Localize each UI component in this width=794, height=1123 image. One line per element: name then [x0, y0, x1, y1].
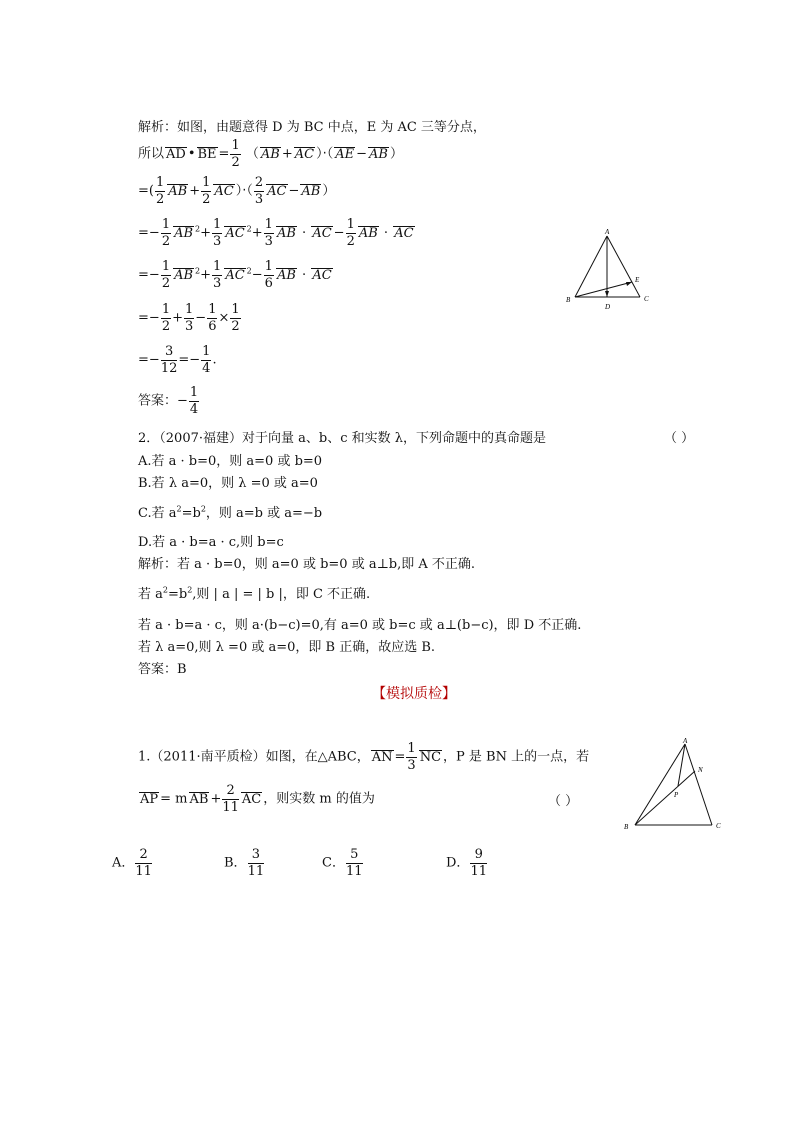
q1-stem-pre: 1.（2011·南平质检）如图，在△ABC，	[138, 749, 370, 765]
q2-option-A: A.若 a · b=0，则 a=0 或 b=0	[138, 454, 323, 469]
plus: +	[172, 310, 183, 326]
q1-stem-tail: ，则实数 m 的值为	[263, 791, 375, 807]
equals-m: = m	[160, 791, 188, 807]
vector-AB: AB	[168, 183, 188, 199]
numerator: 1	[202, 344, 211, 359]
option-label: A．	[112, 855, 135, 871]
point-label-D: D	[605, 303, 611, 311]
denominator: 2	[202, 191, 211, 207]
denominator: 11	[135, 863, 152, 879]
minus: −	[148, 225, 160, 241]
vector-AC: AC	[267, 183, 287, 199]
fraction-three-twelfths	[161, 345, 178, 375]
numerator: 1	[189, 385, 199, 400]
denominator: 11	[470, 863, 487, 879]
numerator: 1	[231, 138, 240, 153]
denominator: 2	[161, 233, 171, 249]
dot-operator: •	[187, 146, 196, 162]
option-C-mid: =b	[181, 506, 201, 521]
fraction-two-elevenths	[222, 784, 239, 814]
vector-AB: AB	[301, 183, 321, 199]
q1-option-A	[112, 848, 153, 878]
fraction-two-thirds	[254, 176, 264, 206]
plus: +	[189, 183, 201, 199]
numerator: 2	[254, 175, 264, 190]
denominator: 2	[346, 233, 355, 249]
denominator: 2	[155, 191, 165, 207]
equals: =	[178, 352, 190, 368]
plus: +	[200, 225, 212, 241]
open-expr: =(	[138, 183, 154, 199]
minus: −	[148, 352, 160, 368]
numerator: 3	[248, 848, 265, 864]
point-label-P: P	[674, 791, 679, 799]
point-label-N: N	[698, 766, 703, 774]
denominator: 6	[208, 318, 217, 334]
arrowhead-E	[626, 282, 632, 286]
segment-BN	[635, 771, 695, 825]
fraction-half	[161, 260, 171, 290]
side-AB	[635, 744, 685, 825]
denominator: 2	[161, 275, 171, 291]
point-label-E: E	[635, 276, 640, 284]
expl-2-pre: 若 a	[138, 587, 163, 602]
q2-option-D: D.若 a · b=a · c,则 b=c	[138, 535, 284, 550]
expl-2-post: ,则 | a | = | b |，即 C 不正确.	[192, 587, 371, 602]
denominator: 3	[213, 275, 222, 291]
equals: =	[218, 146, 230, 162]
plus: +	[210, 791, 222, 807]
square: 2	[246, 224, 252, 234]
numerator: 1	[231, 302, 240, 317]
point-label-C: C	[716, 822, 721, 830]
numerator: 1	[161, 259, 171, 274]
q1-option-B	[224, 848, 265, 878]
so-text: 所以	[138, 146, 165, 162]
triangle-figure-2	[616, 734, 726, 834]
option-C-pre: C.若 a	[138, 506, 177, 521]
vector-AC: AC	[225, 225, 245, 241]
ex1-line-7: =− $\frac{3}{12}$ =− $\frac{1}{4}$ .	[138, 344, 217, 376]
plus: +	[281, 146, 293, 162]
option-C-post: ，则 a=b 或 a=−b	[205, 506, 323, 521]
fraction-half	[230, 139, 240, 169]
denominator: 12	[160, 360, 178, 376]
ex1-line-2: 所以 AD • BE = $\frac{1}{2}$ （ AB + AC ）·（ AE − AB ）	[138, 138, 403, 170]
fraction-half	[161, 303, 171, 333]
vector-AB: AB	[189, 791, 209, 807]
square: 2	[246, 266, 252, 276]
q1-option-D	[446, 848, 488, 878]
equals: =	[394, 749, 406, 765]
denominator: 3	[185, 318, 194, 334]
point-label-B: B	[566, 296, 571, 304]
vector-BE: BE	[197, 146, 217, 162]
equals: =	[138, 225, 149, 241]
numerator: 1	[346, 217, 355, 232]
vector-AC: AC	[214, 183, 234, 199]
square: 2	[200, 504, 206, 514]
arrowhead-D	[605, 291, 609, 297]
denominator: 3	[407, 757, 416, 773]
square: 2	[162, 585, 168, 595]
q2-explanation-2	[138, 583, 370, 602]
numerator: 1	[185, 302, 194, 317]
minus: −	[148, 267, 160, 283]
numerator: 1	[213, 259, 222, 274]
option-label: C．	[322, 855, 345, 871]
option-label: D．	[446, 855, 470, 871]
numerator: 2	[135, 848, 152, 864]
numerator: 1	[208, 302, 217, 317]
vector-AC: AC	[225, 267, 245, 283]
option-fraction	[470, 848, 487, 878]
minus: −	[195, 310, 207, 326]
vector-AC: AC	[294, 146, 315, 162]
vector-AB: AB	[358, 225, 378, 241]
ex1-answer	[138, 386, 200, 416]
q1-stem-line-2	[138, 784, 375, 814]
triangle-figure-1	[560, 225, 660, 315]
option-fraction	[346, 848, 363, 878]
numerator: 1	[202, 175, 211, 190]
fraction-sixth	[264, 260, 274, 290]
ex1-line-6	[138, 303, 242, 333]
q1-stem-mid: ，P 是 BN 上的一点，若	[443, 749, 590, 765]
minus: −	[251, 267, 263, 283]
denominator: 3	[213, 233, 222, 249]
point-label-A: A	[605, 228, 610, 236]
option-fraction	[135, 848, 152, 878]
vector-AB: AB	[276, 225, 296, 241]
numerator: 2	[222, 784, 239, 800]
numerator: 1	[213, 217, 222, 232]
square: 2	[176, 504, 182, 514]
side-AB	[575, 236, 607, 297]
segment-BE	[575, 282, 632, 297]
plus: +	[251, 225, 263, 241]
square: 2	[187, 585, 193, 595]
vector-AB: AB	[276, 267, 296, 283]
vector-AP: AP	[140, 791, 159, 807]
denominator: 11	[345, 863, 363, 879]
numerator: 1	[161, 302, 171, 317]
times: ×	[218, 310, 230, 326]
q1-answer-blank: （ ）	[548, 794, 579, 809]
square: 2	[195, 266, 201, 276]
vector-AC: AC	[312, 225, 332, 241]
answer-label: 答案：	[138, 393, 178, 409]
fraction-third	[264, 218, 274, 248]
ex1-line-4: =− $\frac{1}{2}$ AB $^2$+ $\frac{1}{3}$ AC $^2$+ $\frac{1}{3}$ AB · AC − $\frac{1}{2}$ AB · AC	[138, 217, 414, 249]
denominator: 4	[189, 401, 199, 417]
option-fraction	[248, 848, 265, 878]
fraction-third	[212, 260, 222, 290]
q2-explanation-4: 若 λ a=0,则 λ =0 或 a=0，即 B 正确，故应选 B.	[138, 640, 436, 655]
fraction-third	[184, 303, 194, 333]
minus: −	[333, 225, 345, 241]
q2-stem: 2．（2007·福建）对于向量 a、b、c 和实数 λ，下列命题中的真命题是	[138, 431, 546, 446]
equals: =	[138, 310, 149, 326]
ex1-line-1: 解析：如图，由题意得 D 为 BC 中点，E 为 AC 三等分点，	[138, 120, 486, 135]
denominator: 11	[247, 863, 265, 879]
fraction-third	[406, 742, 416, 772]
denominator: 6	[264, 275, 273, 291]
minus: −	[177, 393, 188, 409]
point-label-C: C	[644, 295, 649, 303]
point-label-A: A	[683, 737, 688, 745]
equals: =	[138, 267, 149, 283]
fraction-half	[230, 303, 240, 333]
square: 2	[195, 224, 201, 234]
numerator: 1	[155, 175, 165, 190]
minus: −	[356, 146, 368, 162]
expl-2-mid: =b	[167, 587, 188, 602]
fraction-half	[201, 176, 211, 206]
vector-AE: AE	[335, 146, 355, 162]
fraction-half	[346, 218, 356, 248]
minus: −	[288, 183, 300, 199]
numerator: 5	[346, 848, 363, 864]
vector-AD: AD	[166, 146, 186, 162]
vector-AB: AB	[174, 267, 194, 283]
numerator: 1	[264, 259, 273, 274]
numerator: 9	[470, 848, 487, 864]
side-AC	[685, 744, 712, 825]
q2-explanation-1: 解析：若 a · b=0，则 a=0 或 b=0 或 a⊥b,即 A 不正确.	[138, 557, 476, 572]
fraction-sixth	[207, 303, 217, 333]
fraction-third	[212, 218, 222, 248]
q1-stem-line-1	[138, 742, 589, 772]
denominator: 3	[254, 191, 264, 207]
vector-AB: AB	[260, 146, 280, 162]
option-label: B．	[224, 855, 247, 871]
section-title: 【模拟质检】	[372, 686, 456, 702]
ex1-line-5: =− $\frac{1}{2}$ AB $^2$+ $\frac{1}{3}$ AC $^2$− $\frac{1}{6}$ AB · AC	[138, 259, 332, 291]
minus: −	[148, 310, 160, 326]
q2-answer: 答案：B	[138, 662, 187, 677]
vector-AB: AB	[174, 225, 194, 241]
denominator: 11	[222, 799, 239, 815]
numerator: 3	[161, 345, 178, 361]
q2-option-C	[138, 502, 322, 521]
ex1-line-3: =( $\frac{1}{2}$ AB + $\frac{1}{2}$ AC ）·（ $\frac{2}{3}$ AC − AB ）	[138, 175, 336, 207]
denominator: 2	[231, 154, 240, 170]
vector-AN: AN	[371, 749, 393, 765]
vector-AC: AC	[312, 267, 332, 283]
q2-answer-blank: （ ）	[664, 431, 695, 446]
vector-AC: AC	[241, 791, 262, 807]
vector-AC: AC	[394, 225, 414, 241]
q2-option-B: B.若 λ a=0，则 λ =0 或 a=0	[138, 476, 318, 491]
equals: =	[138, 352, 149, 368]
denominator: 3	[264, 233, 273, 249]
plus: +	[200, 267, 212, 283]
q1-option-C	[322, 848, 364, 878]
minus: −	[189, 352, 201, 368]
answer-fraction	[189, 386, 199, 416]
vector-NC: NC	[419, 749, 442, 765]
fraction-quarter	[201, 345, 211, 375]
q2-explanation-3: 若 a · b=a · c，则 a·(b−c)=0,有 a=0 或 b=c 或 a⊥(b−c)，即 D 不正确.	[138, 618, 582, 633]
denominator: 4	[202, 360, 211, 376]
point-label-B: B	[624, 823, 629, 831]
denominator: 2	[161, 318, 171, 334]
denominator: 2	[231, 318, 240, 334]
side-AC	[607, 236, 640, 297]
fraction-half	[161, 218, 171, 248]
numerator: 1	[161, 217, 171, 232]
fraction-half	[155, 176, 165, 206]
numerator: 1	[407, 741, 416, 756]
vector-AB: AB	[369, 146, 388, 162]
numerator: 1	[264, 217, 273, 232]
